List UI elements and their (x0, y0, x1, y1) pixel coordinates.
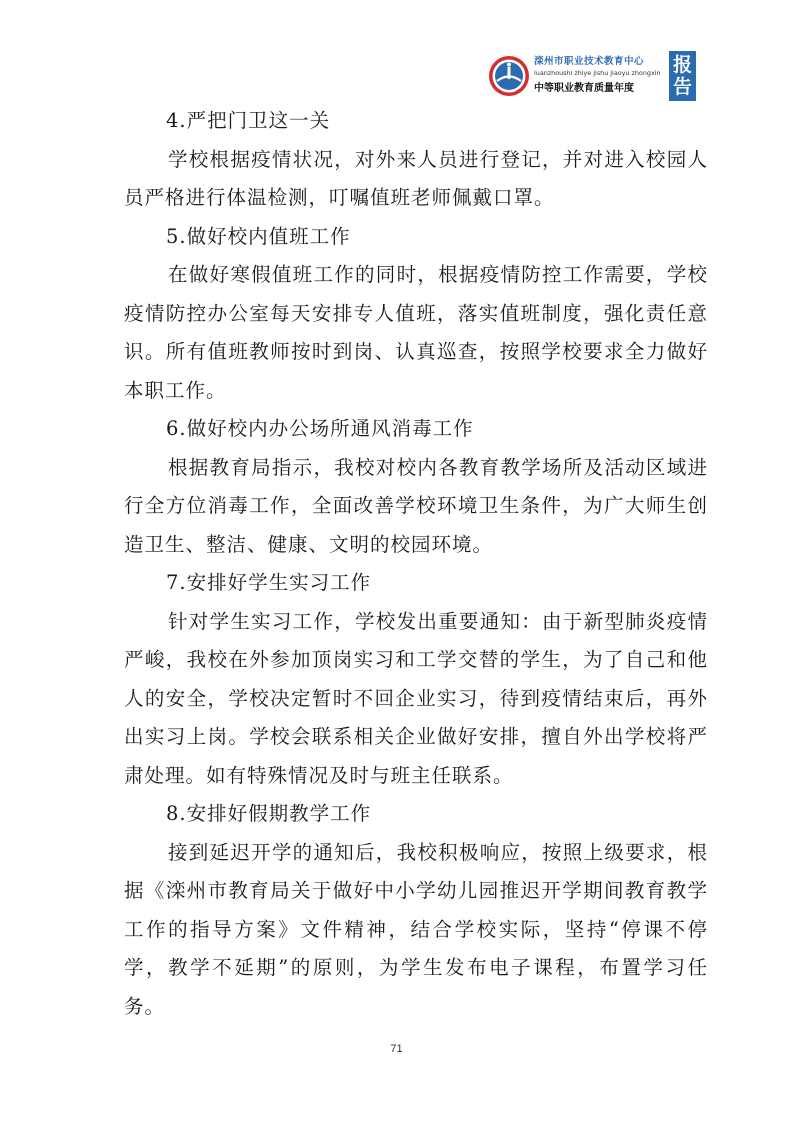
section-heading: 4.严把门卫这一关 (166, 109, 331, 132)
section-heading: 7.安排好学生实习工作 (166, 571, 372, 594)
badge-char-top: 报 (672, 54, 692, 76)
section-heading: 6.做好校内办公场所通风消毒工作 (166, 417, 474, 440)
section-paragraph: 根据教育局指示，我校对校内各教育教学场所及活动区域进行全方位消毒工作，全面改善学校环境卫生条件，为广大师生创造卫生、整洁、健康、文明的校园环境。 (124, 455, 708, 556)
header-text (534, 53, 669, 94)
org-name: 滦州市职业技术教育中心 (534, 56, 645, 67)
section-paragraph: 学校根据疫情状况，对外来人员进行登记，并对进入校园人员严格进行体温检测，叮嘱值班老师佩戴口罩。 (124, 147, 708, 209)
org-pinyin: luanzhoushi zhiye jishu jiaoyu zhongxin (534, 69, 661, 77)
document-body (124, 102, 708, 1026)
page-number: 71 (390, 1043, 403, 1055)
section-paragraph: 在做好寒假值班工作的同时，根据疫情防控工作需要，学校疫情防控办公室每天安排专人值班，落实值班制度，强化责任意识。所有值班教师按时到岗、认真巡查，按照学校要求全力做好本职工作。 (124, 263, 708, 402)
badge-char-bottom: 告 (672, 76, 692, 98)
report-badge (669, 51, 696, 101)
report-header (487, 50, 709, 102)
report-subtitle: 中等职业教育质量年度 (534, 83, 634, 94)
section-heading: 8.安排好假期教学工作 (166, 802, 372, 825)
section-paragraph: 针对学生实习工作，学校发出重要通知：由于新型肺炎疫情严峻，我校在外参加顶岗实习和工学交替的学生，为了自己和他人的安全，学校决定暂时不回企业实习，待到疫情结束后，再外出实习上岗。学校会联系相关企业做好安排，擅自外出学校将严肃处理。如有特殊情况及时与班主任联系。 (124, 609, 708, 787)
school-logo-icon (487, 54, 531, 98)
section-paragraph: 接到延迟开学的通知后，我校积极响应，按照上级要求，根据《滦州市教育局关于做好中小学幼儿园推迟开学期间教育教学工作的指导方案》文件精神，结合学校实际，坚持“停课不停学，教学不延期”的原则，为学生发布电子课程，布置学习任务。 (124, 840, 708, 1018)
section-heading: 5.做好校内值班工作 (166, 224, 351, 248)
